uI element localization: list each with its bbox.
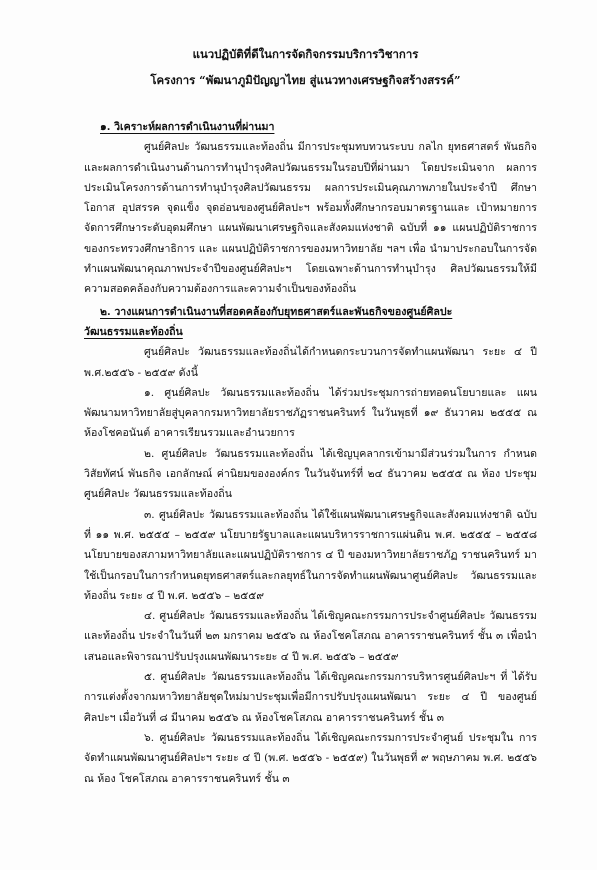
section-1-heading-text: ๑. วิเคราะห์ผลการดำเนินงานที่ผ่านมา: [100, 121, 275, 133]
document-title: แนวปฏิบัติที่ดีในการจัดกิจกรรมบริการวิชาการ: [192, 47, 419, 61]
section-2-heading-line2: วัฒนธรรมและท้องถิ่น: [84, 325, 183, 338]
section-2-item-1: ๑. ศูนย์ศิลปะ วัฒนธรรมและท้องถิ่น ได้ร่วมประชุมการถ่ายทอดนโยบายและ แผนพัฒนามหาวิทยาลัยสู่บุคลากรมหาวิทยาลัยราชภัฏราชนครินทร์ ในวันพุธที่ ๑๙ ธันวาคม ๒๕๕๕ ณ ห้องโชคอนันต์ อาคารเรียนรวมและอำนวยการ: [84, 386, 537, 440]
section-1-paragraph: ศูนย์ศิลปะ วัฒนธรรมและท้องถิ่น มีการประชุมทบทวนระบบ กลไก ยุทธศาสตร์ พันธกิจ และผลการดำเนินงานด้านการทำนุบำรุงศิลปวัฒนธรรมในรอบปีที่ผ่านมา โดยประเมินจาก ผลการประเมินโครงการด้านการทำนุบำรุงศิลปวัฒนธรรม ผลการประเมินคุณภาพภายในประจำปี ศึกษาโอกาส อุปสรรค จุดแข็ง จุดอ่อนของศูนย์ศิลปะฯ พร้อมทั้งศึกษากรอบมาตรฐานและ เป้าหมายการจัดการศึกษาระดับอุดมศึกษา แผนพัฒนาเศรษฐกิจและสังคมแห่งชาติ ฉบับที่ ๑๑ แผนปฏิบัติราชการของกระทรวงศึกษาธิการ และ แผนปฏิบัติราชการของมหาวิทยาลัย ฯลฯ เพื่อ นำมาประกอบในการจัดทำแผนพัฒนาคุณภาพประจำปีของศูนย์ศิลปะฯ โดยเฉพาะด้านการทำนุบำรุง ศิลปวัฒนธรรมให้มีความสอดคล้องกับความต้องการและความจำเป็นของท้องถิ่น: [84, 141, 537, 296]
section-1-heading: [84, 117, 537, 137]
section-2-heading: [84, 302, 537, 343]
section-2-item-3: ๓. ศูนย์ศิลปะ วัฒนธรรมและท้องถิ่น ได้ใช้แผนพัฒนาเศรษฐกิจและสังคมแห่งชาติ ฉบับที่ ๑๑ พ.ศ. ๒๕๕๕ – ๒๕๕๙ นโยบายรัฐบาลและแผนบริหารราชการแผ่นดิน พ.ศ. ๒๕๕๕ – ๒๕๕๘ นโยบายของสภามหาวิทยาลัยและแผนปฏิบัติราชการ ๔ ปี ของมหาวิทยาลัยราชภัฏ ราชนครินทร์ มาใช้เป็นกรอบในการกำหนดยุทธศาสตร์และกลยุทธ์ในการจัดทำแผนพัฒนาศูนย์ศิลปะ วัฒนธรรมและท้องถิ่น ระยะ ๔ ปี พ.ศ. ๒๕๕๖ – ๒๕๕๙: [84, 508, 537, 602]
section-2-item-4: ๔. ศูนย์ศิลปะ วัฒนธรรมและท้องถิ่น ได้เชิญคณะกรรมการประจำศูนย์ศิลปะ วัฒนธรรมและท้องถิ่น ประจำในวันที่ ๒๓ มกราคม ๒๕๕๖ ณ ห้องโชคโสภณ อาคารราชนครินทร์ ชั้น ๓ เพื่อนำเสนอและพิจารณาปรับปรุงแผนพัฒนาระยะ ๔ ปี พ.ศ. ๒๕๕๖ – ๒๕๕๙: [84, 610, 537, 663]
section-2-item-2: ๒. ศูนย์ศิลปะ วัฒนธรรมและท้องถิ่น ได้เชิญบุคลากรเข้ามามีส่วนร่วมในการ กำหนดวิสัยทัศน์ พันธกิจ เอกลักษณ์ ค่านิยมขององค์กร ในวันจันทร์ที่ ๒๔ ธันวาคม ๒๕๕๕ ณ ห้อง ประชุมศูนย์ศิลปะ วัฒนธรรมและท้องถิ่น: [84, 447, 537, 501]
section-2-heading-line1: ๒. วางแผนการดำเนินงานที่สอดคล้องกับยุทธศาสตร์และพันธกิจของศูนย์ศิลปะ: [100, 305, 453, 318]
section-2-intro: ศูนย์ศิลปะ วัฒนธรรมและท้องถิ่นได้กำหนดกระบวนการจัดทำแผนพัฒนา ระยะ ๔ ปี พ.ศ.๒๕๕๖ - ๒๕๕๙ ดังนี้: [84, 346, 537, 379]
project-title: โครงการ “พัฒนาภูมิปัญญาไทย สู่แนวทางเศรษฐกิจสร้างสรรค์”: [150, 73, 461, 87]
section-2-item-5: ๕. ศูนย์ศิลปะ วัฒนธรรมและท้องถิ่น ได้เชิญคณะกรรมการบริหารศูนย์ศิลปะฯ ที่ ได้รับการแต่งตั้งจากมหาวิทยาลัยชุดใหม่มาประชุมเพื่อมีการปรับปรุงแผนพัฒนา ระยะ ๔ ปี ของศูนย์ ศิลปะฯ เมื่อวันที่ ๘ มีนาคม ๒๕๕๖ ณ ห้องโชคโสภณ อาคารราชนครินทร์ ชั้น ๓: [84, 671, 537, 724]
section-2-item-6: ๖. ศูนย์ศิลปะ วัฒนธรรมและท้องถิ่น ได้เชิญคณะกรรมการประจำศูนย์ ประชุมใน การจัดทำแผนพัฒนาศูนย์ศิลปะฯ ระยะ ๔ ปี (พ.ศ. ๒๕๕๖ - ๒๕๕๙) ในวันพุธที่ ๙ พฤษภาคม พ.ศ. ๒๕๕๖ ณ ห้อง โชคโสภณ อาคารราชนครินทร์ ชั้น ๓: [84, 731, 537, 785]
title-spacer: [84, 93, 537, 113]
